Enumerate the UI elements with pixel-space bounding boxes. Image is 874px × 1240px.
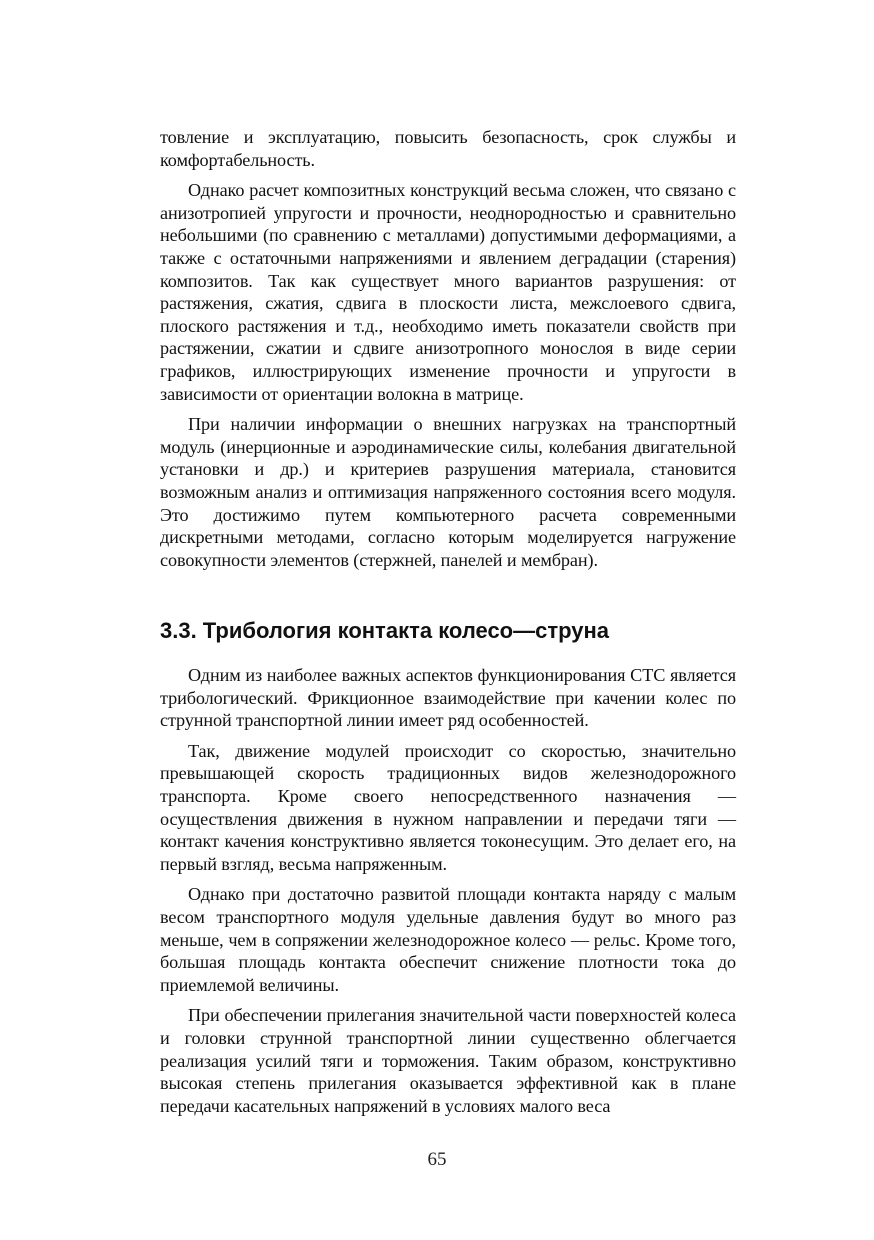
text-block-bottom <box>160 664 736 1117</box>
paragraph-adhesion: При обеспечении прилегания значительной части поверхностей колеса и головки струнной транспортной линии существенно облегчается реализация усилий тяги и торможения. Таким образом, конструктивно высокая степень прилегания оказывается эффективной как в плане передачи касательных напряжений в условиях малого веса <box>160 1005 736 1116</box>
paragraph-tribology-intro: Одним из наиболее важных аспектов функционирования СТС является трибологический. Фрикционное взаимодействие при качении колес по струнной транспортной линии имеет ряд особенностей. <box>160 665 736 731</box>
paragraph-module-speed: Так, движение модулей происходит со скоростью, значительно превышающей скорость традиционных видов железнодорожного транспорта. Кроме своего непосредственного назначения — осуществления движения в нужном направлении и передачи тяги — контакт качения конструктивно является токонесущим. Это делает его, на первый взгляд, весьма напряженным. <box>160 740 736 874</box>
section-heading: 3.3. Трибология контакта колесо—струна <box>160 618 610 643</box>
paragraph-contact-area: Однако при достаточно развитой площади контакта наряду с малым весом транспортного модуля удельные давления будут во много раз меньше, чем в сопряжении железнодорожное колесо — рельс. Кроме того, большая площадь контакта обеспечит снижение плотности тока до приемлемой величины. <box>160 884 736 995</box>
page-number: 65 <box>427 1149 447 1170</box>
paragraph-external-loads: При наличии информации о внешних нагрузках на транспортный модуль (инерционные и аэродинамические силы, колебания двигательной установки и др.) и критериев разрушения материала, становится возможным анализ и оптимизация напряженного состояния всего модуля. Это достижимо путем компьютерного расчета современными дискретными методами, согласно которым моделируется нагружение совокупности элементов (стержней, панелей и мембран). <box>160 414 736 570</box>
paragraph-continuation: товление и эксплуатацию, повысить безопасность, срок службы и комфортабельность. <box>160 127 736 170</box>
text-block-top <box>160 126 736 571</box>
paragraph-composite-calculation: Однако расчет композитных конструкций весьма сложен, что связано с анизотропией упругости и прочности, неоднородностью и сравнительно небольшими (по сравнению с металлами) допустимыми деформациями, а также с остаточными напряжениями и явлением деградации (старения) композитов. Так как существует много вариантов разрушения: от растяжения, сжатия, сдвига в плоскости листа, межслоевого сдвига, плоского растяжения и т.д., необходимо иметь показатели свойств при растяжении, сжатии и сдвиге анизотропного монослоя в виде серии графиков, иллюстрирующих изменение прочности и упругости в зависимости от ориентации волокна в матрице. <box>160 180 736 404</box>
